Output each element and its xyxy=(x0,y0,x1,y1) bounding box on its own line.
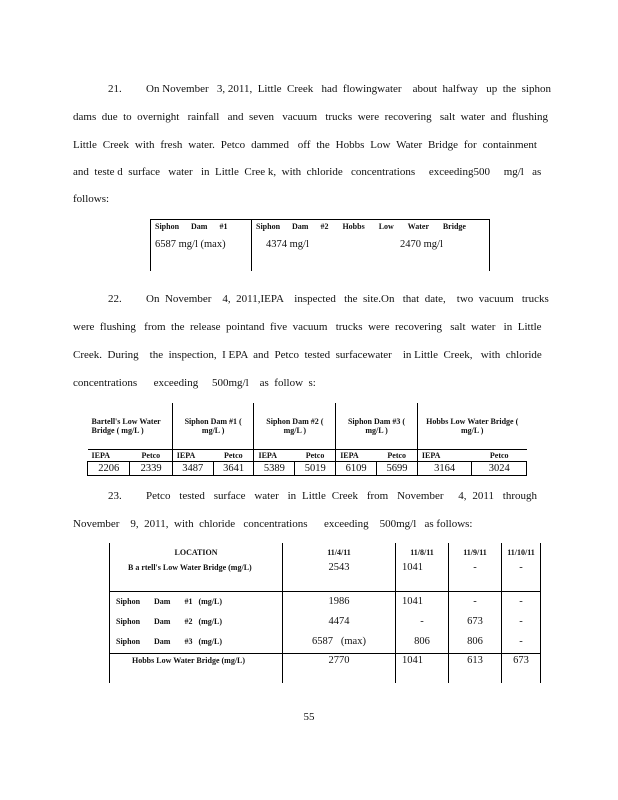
table3-value: 673 xyxy=(449,611,502,631)
table3-value: - xyxy=(396,611,449,631)
table3-value: 4474 xyxy=(283,611,396,631)
table3-location: Siphon Dam #1 (mg/L) xyxy=(110,591,283,611)
table3-value: - xyxy=(502,561,541,591)
table2-value: 2339 xyxy=(130,461,172,475)
table2-group-siphon1: Siphon Dam #1 ( mg/L ) xyxy=(172,403,254,449)
table2-value: 5019 xyxy=(295,461,336,475)
table1-value-siphon1: 6587 mg/l (max) xyxy=(151,233,252,271)
table3-header-date: 11/9/11 xyxy=(449,543,502,561)
table2-value: 3024 xyxy=(472,461,527,475)
para-22-line4: concentrations exceeding 500mg/l as follow s: xyxy=(73,377,316,389)
table3-header-date: 11/8/11 xyxy=(396,543,449,561)
para-21-line1: On November 3, 2011, Little Creek had flowingwater about halfway up the siphon xyxy=(146,83,551,95)
table2-sub: IEPA xyxy=(340,450,359,460)
table3-value: 673 xyxy=(502,653,541,683)
para-21-line5: follows: xyxy=(73,193,110,205)
table3-value: 1041 xyxy=(396,561,449,591)
table3-location: Siphon Dam #2 (mg/L) xyxy=(110,611,283,631)
table3-location: B a rtell's Low Water Bridge (mg/L) xyxy=(110,561,283,591)
para-23-line2: November 9, 2011, with chloride concentrations exceeding 500mg/l as follows: xyxy=(73,518,473,530)
table-row xyxy=(110,631,541,653)
table2-value: 3487 xyxy=(172,461,213,475)
para-23-number: 23. xyxy=(108,490,122,502)
table2-value: 3641 xyxy=(213,461,254,475)
table3-location: Siphon Dam #3 (mg/L) xyxy=(110,631,283,653)
table3-value: - xyxy=(502,631,541,653)
table2-sub: IEPA xyxy=(421,450,441,460)
table2-group-siphon2: Siphon Dam #2 ( mg/L ) xyxy=(254,403,336,449)
table-row xyxy=(110,561,541,591)
table2-value: 6109 xyxy=(336,461,377,475)
table1-value-hobbs: 2470 mg/l xyxy=(380,233,490,271)
table2-sub: Petco xyxy=(295,449,336,461)
table2-sub: Petco xyxy=(377,449,418,461)
table2-sub: IEPA xyxy=(91,450,111,460)
para-22-line3: Creek. During the inspection, I EPA and Petco tested surfacewater in Little Creek, with chloride xyxy=(73,349,542,361)
table2-sub: Petco xyxy=(489,450,509,460)
para-21-line4: and teste d surface water in Little Cree k, with chloride concentrations exceeding500 mg/l as xyxy=(73,166,542,178)
table3-value: 1041 xyxy=(396,653,449,683)
table1-header-siphon1: Siphon Dam #1 xyxy=(151,220,252,234)
table-row xyxy=(110,611,541,631)
table2-group-bartells: Bartell's Low Water Bridge ( mg/L ) xyxy=(88,403,173,449)
table3-value: 806 xyxy=(396,631,449,653)
table2-sub: IEPA xyxy=(176,450,196,460)
table-row xyxy=(110,653,541,683)
para-21-number: 21. xyxy=(108,83,122,95)
table2-value: 5699 xyxy=(377,461,418,475)
table3-value: 613 xyxy=(449,653,502,683)
table2-value: 3164 xyxy=(417,461,472,475)
table2-sub: Petco xyxy=(213,449,254,461)
table2-value: 2206 xyxy=(88,461,130,475)
table2-group-hobbs: Hobbs Low Water Bridge ( mg/L ) xyxy=(426,416,519,435)
para-22-number: 22. xyxy=(108,293,122,305)
table3-value: 806 xyxy=(449,631,502,653)
table-nov3 xyxy=(150,219,490,271)
table3-value: 1986 xyxy=(283,591,396,611)
page-number: 55 xyxy=(303,711,315,723)
table3-value: - xyxy=(502,591,541,611)
table3-value: 1041 xyxy=(396,591,449,611)
table3-header-location: LOCATION xyxy=(110,543,283,561)
table3-header-date: 11/10/11 xyxy=(502,543,541,561)
table2-value: 5389 xyxy=(254,461,295,475)
table3-value: 2543 xyxy=(283,561,396,591)
table3-value: - xyxy=(502,611,541,631)
table2-sub: IEPA xyxy=(258,450,278,460)
table1-header-rest: Siphon Dam #2 Hobbs Low Water Bridge xyxy=(252,220,490,234)
table3-value: 6587 (max) xyxy=(283,631,396,653)
table2-sub: Petco xyxy=(130,449,172,461)
table-row xyxy=(110,591,541,611)
table1-value-siphon2: 4374 mg/l xyxy=(266,239,309,250)
para-22-line1: On November 4, 2011,IEPA inspected the site.On that date, two vacuum trucks xyxy=(146,293,549,305)
table2-group-siphon3: Siphon Dam #3 ( mg/L ) xyxy=(336,403,418,449)
table3-header-date: 11/4/11 xyxy=(283,543,396,561)
table3-location: Hobbs Low Water Bridge (mg/L) xyxy=(110,653,283,683)
table-nov4-10 xyxy=(109,543,541,683)
table-nov4 xyxy=(87,403,527,476)
para-21-line2: dams due to overnight rainfall and seven vacuum trucks were recovering salt water and flushing xyxy=(73,111,548,123)
table3-value: 2770 xyxy=(283,653,396,683)
table3-value: - xyxy=(449,561,502,591)
table3-value: - xyxy=(449,591,502,611)
para-22-line2: were flushing from the release pointand five vacuum trucks were recovering salt water in Little xyxy=(73,321,542,333)
para-23-line1: Petco tested surface water in Little Creek from November 4, 2011 through xyxy=(146,490,537,502)
para-21-line3: Little Creek with fresh water. Petco dammed off the Hobbs Low Water Bridge for containment xyxy=(73,139,537,151)
